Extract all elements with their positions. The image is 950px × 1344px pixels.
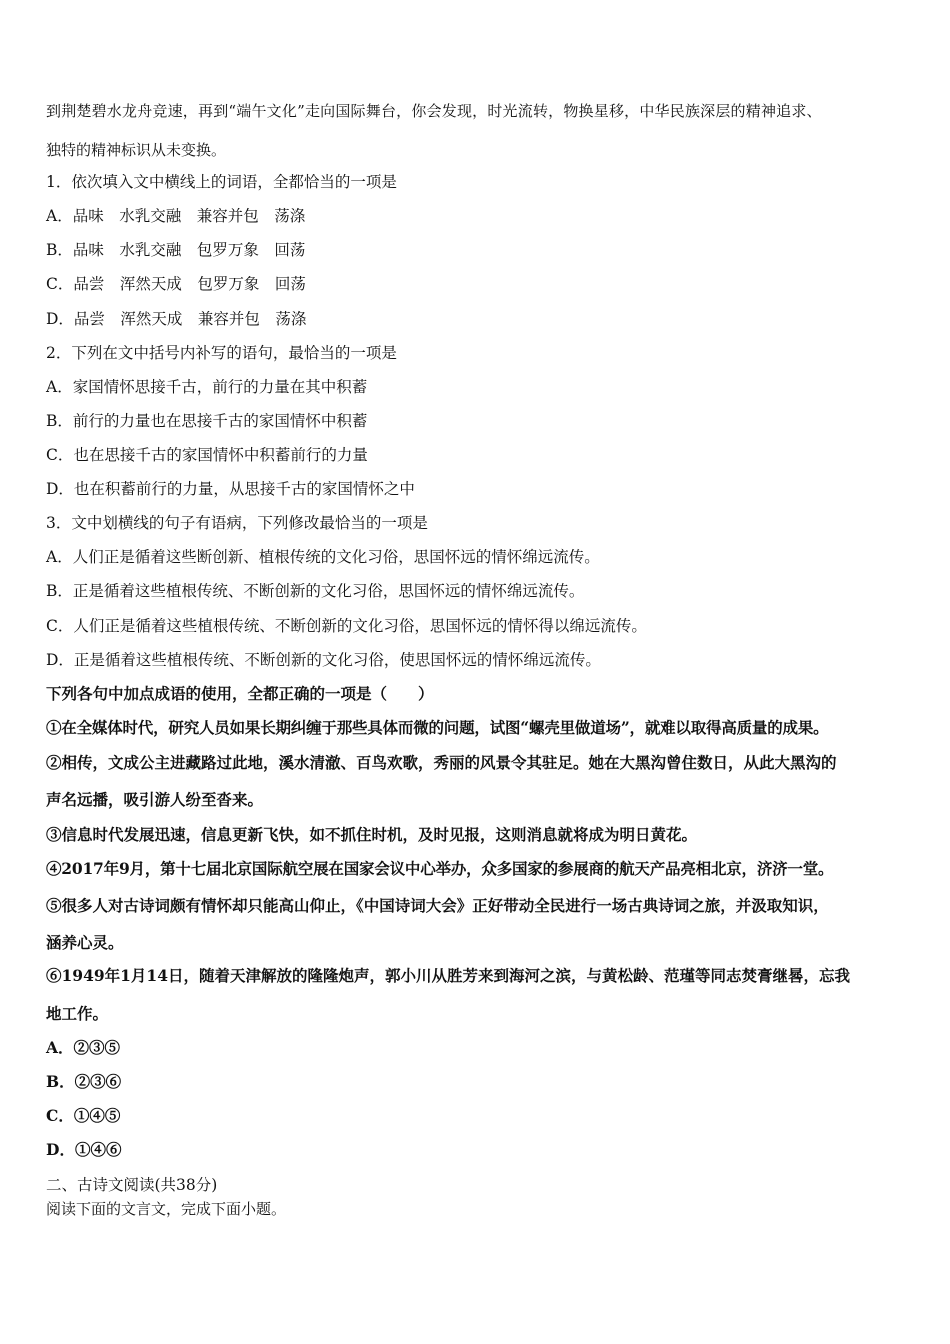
question-4-item-4: ④2017年9月，第十七届北京国际航空展在国家会议中心举办，众多国家的参展商的航天产品亮相北京，济济一堂。 (46, 859, 834, 878)
passage-line-2: 独特的精神标识从未变换。 (46, 141, 227, 159)
question-1-option-b: B．品味 水乳交融 包罗万象 回荡 (46, 241, 306, 259)
question-4-option-a: A．②③⑤ (46, 1038, 121, 1057)
question-1-stem: 1．依次填入文中横线上的词语，全都恰当的一项是 (46, 173, 397, 191)
question-4-item-2: ②相传，文成公主进藏路过此地，溪水清澈、百鸟欢歌，秀丽的风景令其驻足。她在大黑沟曾住数日，从此大黑沟的 (46, 753, 837, 772)
question-4-item-3: ③信息时代发展迅速，信息更新飞快，如不抓住时机，及时见报，这则消息就将成为明日黄花。 (46, 825, 698, 844)
section-2-heading: 二、古诗文阅读(共38分) (46, 1176, 218, 1194)
question-1-option-c: C．品尝 浑然天成 包罗万象 回荡 (46, 275, 306, 293)
question-3-option-b: B．正是循着这些植根传统、不断创新的文化习俗，思国怀远的情怀绵远流传。 (46, 582, 585, 600)
passage-line-1: 到荆楚碧水龙舟竞速，再到“端午文化”走向国际舞台，你会发现，时光流转，物换星移，中华民族深层的精神追求、 (46, 102, 822, 120)
question-2-option-d: D．也在积蓄前行的力量，从思接千古的家国情怀之中 (46, 480, 415, 498)
question-3-option-a: A．人们正是循着这些断创新、植根传统的文化习俗，思国怀远的情怀绵远流传。 (46, 548, 600, 566)
question-2-option-a: A．家国情怀思接千古，前行的力量在其中积蓄 (46, 378, 368, 396)
question-3-option-c: C．人们正是循着这些植根传统、不断创新的文化习俗，思国怀远的情怀得以绵远流传。 (46, 617, 647, 635)
question-4-item-6-cont: 地工作。 (46, 1004, 109, 1023)
question-3-option-d: D．正是循着这些植根传统、不断创新的文化习俗，使思国怀远的情怀绵远流传。 (46, 651, 601, 669)
question-1-option-a: A．品味 水乳交融 兼容并包 荡涤 (46, 207, 306, 225)
question-4-option-b: B．②③⑥ (46, 1072, 122, 1091)
question-4-stem: 下列各句中加点成语的使用，全都正确的一项是（ ） (46, 684, 434, 703)
question-2-stem: 2．下列在文中括号内补写的语句，最恰当的一项是 (46, 344, 397, 362)
question-4-item-6: ⑥1949年1月14日，随着天津解放的隆隆炮声，郭小川从胜芳来到海河之滨，与黄松龄、范瑾等同志焚膏继晷，忘我 (46, 966, 850, 985)
question-2-option-b: B．前行的力量也在思接千古的家国情怀中积蓄 (46, 412, 368, 430)
question-2-option-c: C．也在思接千古的家国情怀中积蓄前行的力量 (46, 446, 368, 464)
question-4-item-1: ①在全媒体时代，研究人员如果长期纠缠于那些具体而微的问题，试图“螺壳里做道场”，就难以取得高质量的成果。 (46, 718, 829, 737)
question-3-stem: 3．文中划横线的句子有语病，下列修改最恰当的一项是 (46, 514, 428, 532)
question-4-item-5-cont: 涵养心灵。 (46, 933, 124, 952)
question-1-option-d: D．品尝 浑然天成 兼容并包 荡涤 (46, 310, 307, 328)
section-2-instruction: 阅读下面的文言文，完成下面小题。 (46, 1200, 287, 1218)
question-4-item-5: ⑤很多人对古诗词颇有情怀却只能高山仰止，《中国诗词大会》正好带动全民进行一场古典诗词之旅，并汲取知识， (46, 896, 829, 915)
question-4-option-c: C．①④⑤ (46, 1106, 121, 1125)
question-4-option-d: D．①④⑥ (46, 1140, 122, 1159)
question-4-item-2-cont: 声名远播，吸引游人纷至沓来。 (46, 790, 264, 809)
